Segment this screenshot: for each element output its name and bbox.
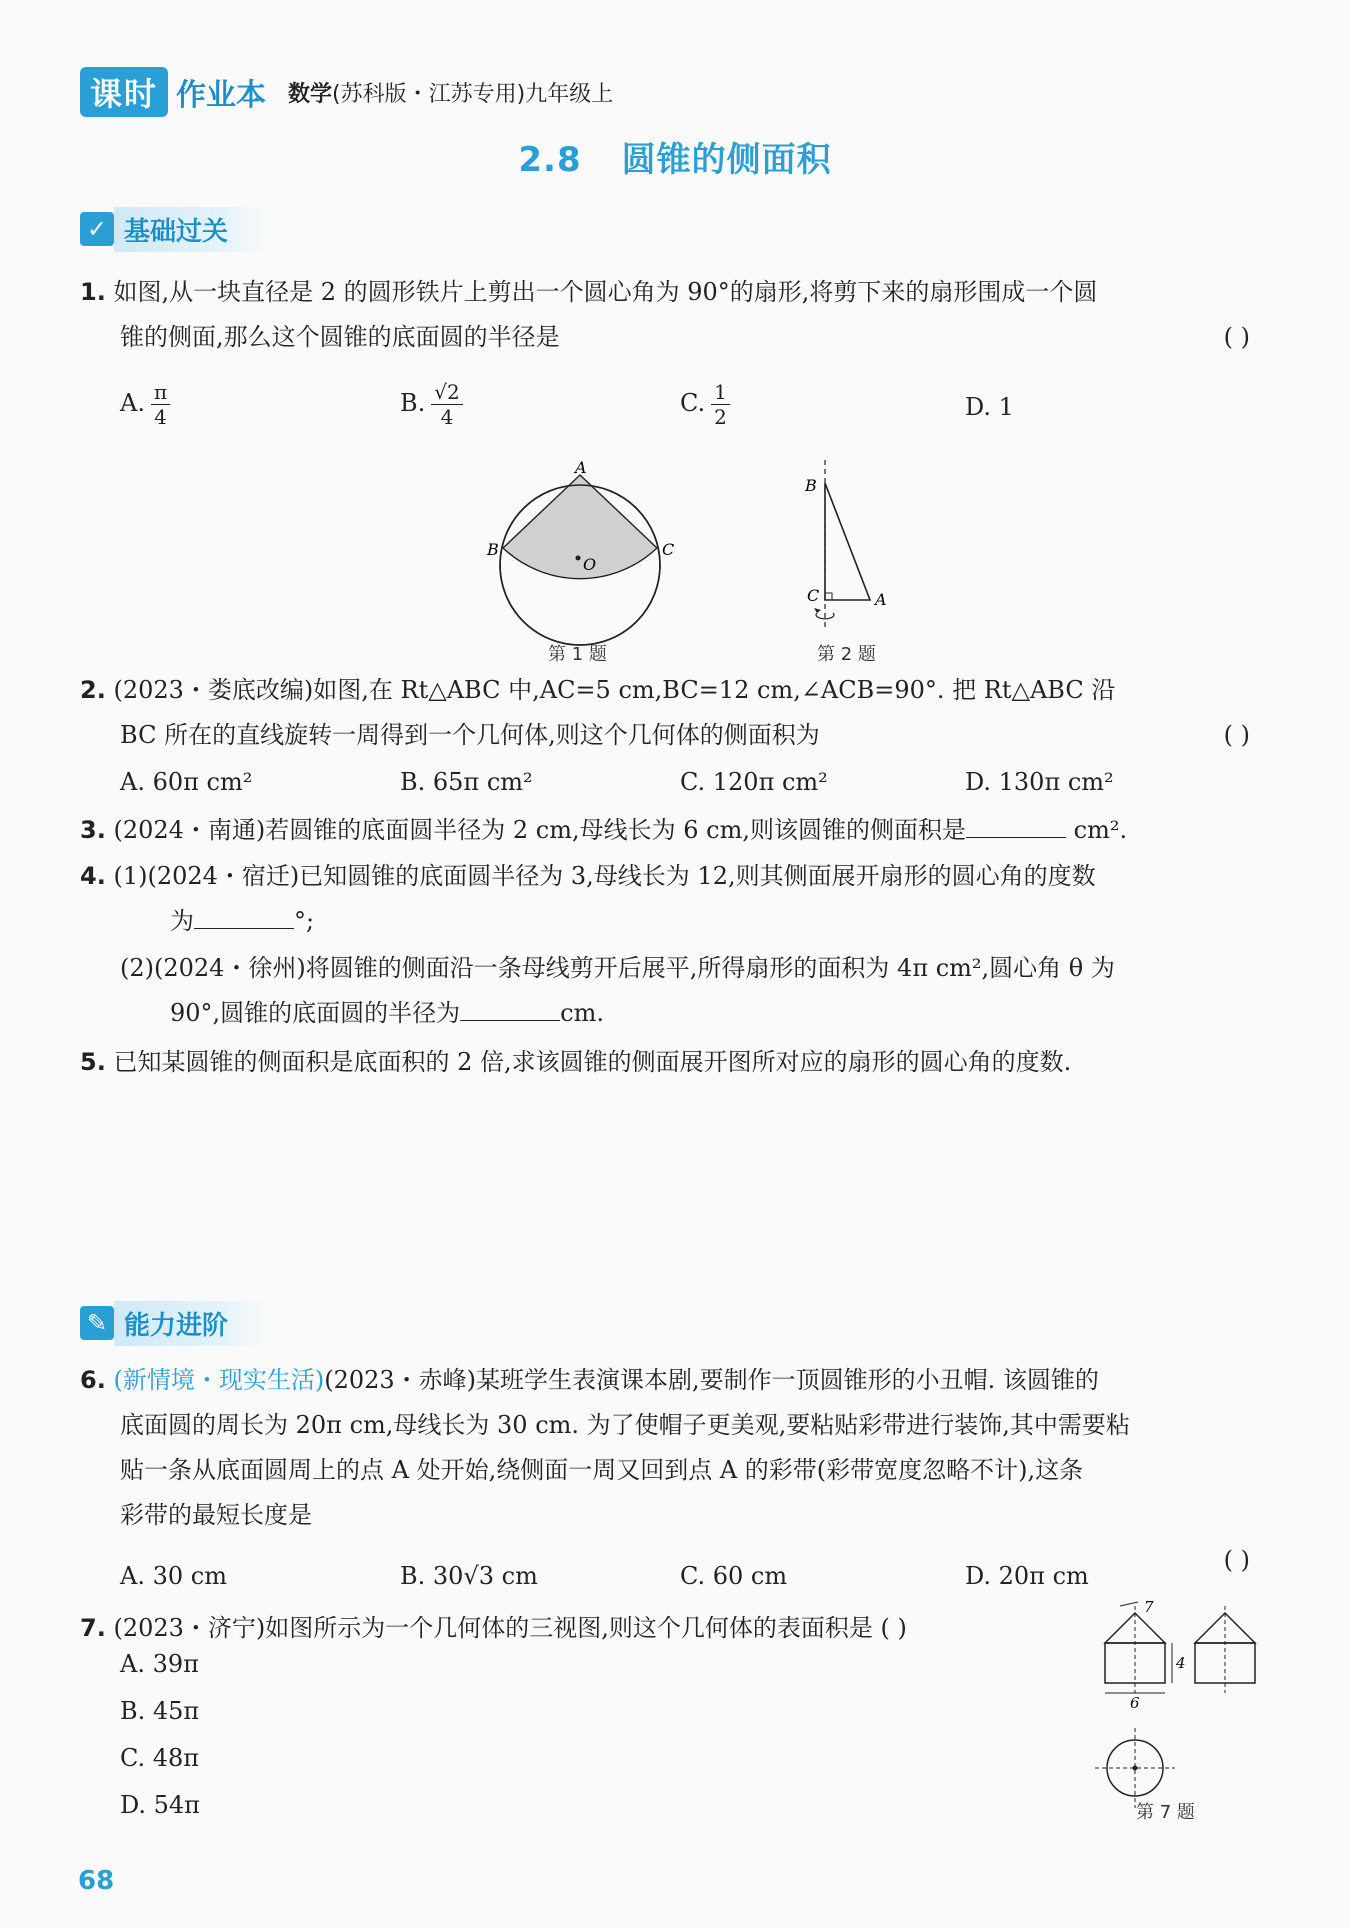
- q7-option-d: D. 54π: [120, 1791, 200, 1819]
- brand-name: 作业本: [176, 78, 267, 113]
- lesson-number: 2.8: [518, 140, 582, 180]
- question-2: [80, 668, 1250, 758]
- fig2-label-a: A: [875, 590, 887, 609]
- q1-text-line1: 如图,从一块直径是 2 的圆形铁片上剪出一个圆心角为 90°的扇形,将剪下来的扇形围成一个圆: [113, 278, 1098, 306]
- q4-part2-line2-pre: 90°,圆锥的底面圆的半径为: [170, 999, 461, 1027]
- q4-part1-answer-blank[interactable]: [194, 904, 294, 929]
- q1-option-b: [400, 380, 463, 429]
- q4-part2-answer-blank[interactable]: [460, 996, 560, 1021]
- q6-context-tag: (新情境・现实生活): [113, 1366, 325, 1394]
- header-brand: [80, 70, 613, 114]
- q1-option-a: [120, 380, 170, 429]
- q2-option-c: C. 120π cm²: [680, 768, 828, 796]
- fig7-label-width: 6: [1130, 1694, 1140, 1712]
- fig1-label-a: A: [575, 460, 587, 477]
- q1-option-b-num: √2: [431, 380, 462, 405]
- figure-7-caption: 第 7 题: [1136, 1802, 1195, 1823]
- q2-text-line2: BC 所在的直线旋转一周得到一个几何体,则这个几何体的侧面积为: [120, 721, 820, 749]
- q6-text-line4: 彩带的最短长度是: [120, 1501, 312, 1529]
- q4-part2-line1: (2)(2024・徐州)将圆锥的侧面沿一条母线剪开后展平,所得扇形的面积为 4π cm²,圆心角 θ 为: [120, 954, 1115, 982]
- fig7-label-height: 4: [1176, 1654, 1186, 1672]
- q6-text-line1: (2023・赤峰)某班学生表演课本剧,要制作一顶圆锥形的小丑帽. 该圆锥的: [324, 1366, 1099, 1394]
- subject-main: 数学: [288, 81, 333, 107]
- q1-text-line2: 锥的侧面,那么这个圆锥的底面圆的半径是: [120, 323, 560, 351]
- q6-number: 6.: [80, 1366, 106, 1394]
- fig1-label-o: O: [583, 555, 597, 574]
- subject-detail: (苏科版・江苏专用)九年级上: [332, 81, 614, 107]
- figure-1-caption: 第 1 题: [548, 644, 607, 665]
- pencil-icon: ✎: [80, 1306, 114, 1340]
- q2-option-b: B. 65π cm²: [400, 768, 533, 796]
- q2-number: 2.: [80, 676, 106, 704]
- q6-option-a: A. 30 cm: [120, 1562, 227, 1590]
- section-basic: [80, 208, 268, 250]
- q4-part1-line2-pre: 为: [170, 907, 194, 935]
- q6-answer-paren: ( ): [1223, 1546, 1250, 1574]
- q1-option-b-den: 4: [440, 405, 454, 429]
- q3-number: 3.: [80, 816, 106, 844]
- q1-option-a-num: π: [151, 380, 170, 405]
- fig1-label-c: C: [662, 540, 675, 559]
- q7-answer-paren: ( ): [880, 1614, 907, 1642]
- figure-1-circle-sector: [480, 460, 680, 660]
- q2-text-line1: (2023・娄底改编)如图,在 Rt△ABC 中,AC=5 cm,BC=12 cm,∠ACB=90°. 把 Rt△ABC 沿: [113, 676, 1116, 704]
- q1-option-a-label: A.: [120, 389, 145, 417]
- q6-text-line2: 底面圆的周长为 20π cm,母线长为 30 cm. 为了使帽子更美观,要粘贴彩带进行装饰,其中需要粘: [120, 1411, 1130, 1439]
- figure-2-caption: 第 2 题: [817, 644, 876, 665]
- q1-option-a-den: 4: [154, 405, 167, 429]
- brand-logo-box: 课时: [80, 67, 168, 117]
- q5-text: 已知某圆锥的侧面积是底面积的 2 倍,求该圆锥的侧面展开图所对应的扇形的圆心角的度数.: [113, 1048, 1072, 1076]
- question-5: [80, 1040, 1250, 1085]
- q4-number: 4.: [80, 862, 106, 890]
- q7-text: (2023・济宁)如图所示为一个几何体的三视图,则这个几何体的表面积是: [113, 1614, 873, 1642]
- q7-option-b: B. 45π: [120, 1697, 200, 1725]
- q2-answer-paren: ( ): [1223, 721, 1250, 749]
- question-3: [80, 808, 1250, 853]
- q3-unit: cm².: [1073, 816, 1128, 844]
- q1-option-d: D. 1: [965, 393, 1014, 421]
- lesson-title: [0, 132, 1350, 181]
- q1-option-c-num: 1: [711, 380, 730, 405]
- q6-option-c: C. 60 cm: [680, 1562, 788, 1590]
- question-7: [80, 1606, 1070, 1651]
- q3-answer-blank[interactable]: [966, 813, 1066, 838]
- q1-option-c: [680, 380, 730, 429]
- q6-text-line3: 贴一条从底面圆周上的点 A 处开始,绕侧面一周又回到点 A 的彩带(彩带宽度忽略不计),这条: [120, 1456, 1084, 1484]
- section-advanced-label: 能力进阶: [114, 1301, 268, 1346]
- q4-part2-line2-post: cm.: [560, 999, 604, 1027]
- q1-option-b-frac: [431, 380, 462, 429]
- q1-option-b-label: B.: [400, 389, 426, 417]
- question-1: [80, 270, 1250, 360]
- section-basic-label: 基础过关: [114, 207, 268, 252]
- q1-option-c-frac: [711, 380, 730, 429]
- q2-option-a: A. 60π cm²: [120, 768, 253, 796]
- figure-2-triangle: [795, 455, 915, 640]
- subject-line: [288, 77, 613, 108]
- fig7-label-slant: 7: [1144, 1598, 1154, 1616]
- q1-option-c-label: C.: [680, 389, 706, 417]
- q3-text: (2024・南通)若圆锥的底面圆半径为 2 cm,母线长为 6 cm,则该圆锥的侧面积是: [113, 816, 966, 844]
- page-number: 68: [78, 1866, 115, 1896]
- checkbox-icon: ✓: [80, 212, 114, 246]
- question-4: [80, 854, 1250, 1036]
- lesson-name: 圆锥的侧面积: [621, 140, 832, 180]
- figure-7-three-views: [1090, 1598, 1270, 1818]
- q4-part1-line1: (1)(2024・宿迁)已知圆锥的底面圆半径为 3,母线长为 12,则其侧面展开扇形的圆心角的度数: [113, 862, 1096, 890]
- q1-option-c-den: 2: [714, 405, 727, 429]
- q7-number: 7.: [80, 1614, 106, 1642]
- q2-option-d: D. 130π cm²: [965, 768, 1114, 796]
- q1-option-a-frac: [151, 380, 170, 429]
- fig1-label-b: B: [487, 540, 499, 559]
- question-6: [80, 1358, 1250, 1583]
- q7-option-a: A. 39π: [120, 1650, 199, 1678]
- q4-part1-line2-post: °;: [294, 907, 315, 935]
- q6-option-d: D. 20π cm: [965, 1562, 1089, 1590]
- q1-answer-paren: ( ): [1223, 323, 1250, 351]
- q5-number: 5.: [80, 1048, 106, 1076]
- fig2-label-c: C: [807, 586, 820, 605]
- q6-option-b: B. 30√3 cm: [400, 1562, 538, 1590]
- section-advanced: [80, 1302, 268, 1344]
- fig2-label-b: B: [805, 476, 817, 495]
- q7-option-c: C. 48π: [120, 1744, 200, 1772]
- q1-number: 1.: [80, 278, 106, 306]
